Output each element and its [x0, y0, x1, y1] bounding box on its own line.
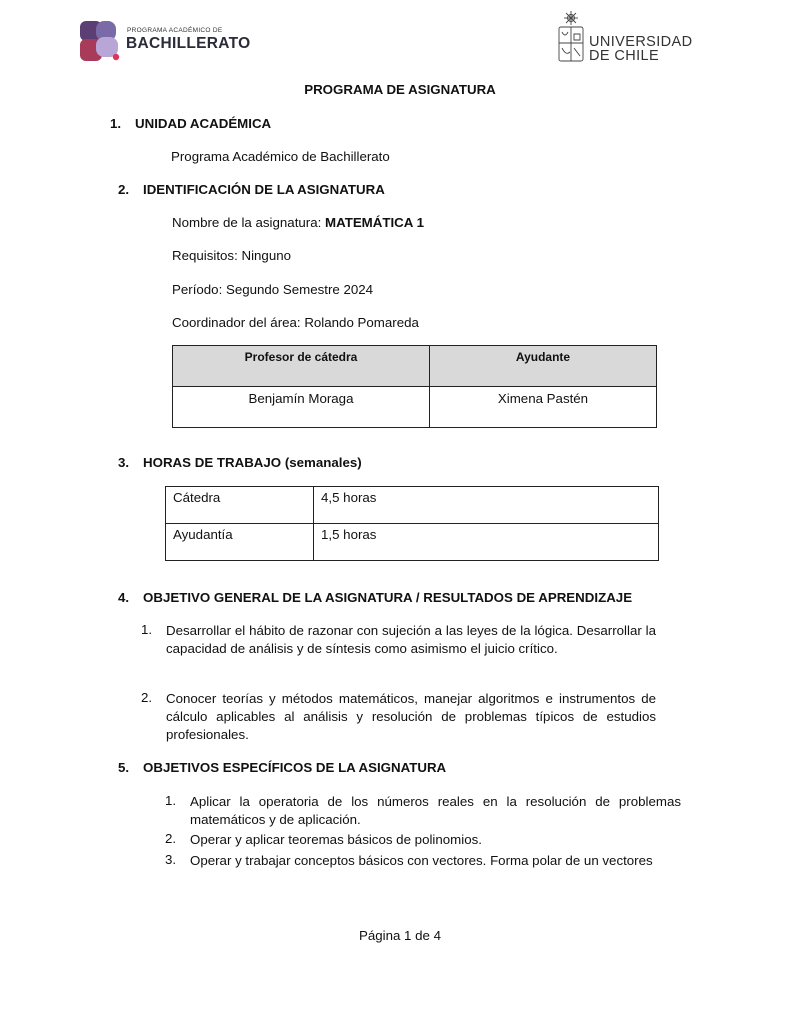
hours-value: 1,5 horas [314, 524, 659, 561]
list-item [165, 852, 681, 870]
logo-small-text: PROGRAMA ACADÉMICO DE [127, 27, 223, 34]
section-1-heading [110, 116, 271, 131]
table-row [166, 487, 659, 524]
section-4-title: OBJETIVO GENERAL DE LA ASIGNATURA / RESULTADOS DE APRENDIZAJE [143, 590, 633, 605]
staff-table-header-row [173, 346, 657, 387]
section-1-title: UNIDAD ACADÉMICA [135, 116, 272, 131]
period-line: Período: Segundo Semestre 2024 [172, 282, 374, 297]
list-item-text: Desarrollar el hábito de razonar con sujeción a las leyes de la lógica. Desarrollar la capacidad de análisis y de síntesis como asimismo el juicio crítico. [166, 623, 656, 656]
university-crest-icon [556, 10, 586, 64]
hours-table [165, 486, 659, 561]
list-item-number: 2. [165, 831, 177, 846]
logo-big-text: BACHILLERATO [126, 35, 251, 52]
hours-activity: Cátedra [166, 487, 314, 524]
table-row [173, 387, 657, 428]
universidad-de-chile-logo [556, 10, 696, 66]
section-3-title: HORAS DE TRABAJO (semanales) [143, 455, 362, 470]
academic-unit-text: Programa Académico de Bachillerato [171, 149, 390, 164]
section-5-heading [118, 760, 446, 775]
list-item-number: 1. [141, 622, 153, 637]
section-5-title: OBJETIVOS ESPECÍFICOS DE LA ASIGNATURA [143, 760, 447, 775]
section-5-number: 5. [118, 760, 130, 775]
assistant-header: Ayudante [430, 346, 657, 387]
professor-name: Benjamín Moraga [173, 387, 430, 428]
list-item-text: Operar y aplicar teoremas básicos de polinomios. [190, 832, 482, 847]
course-name-line [172, 215, 424, 230]
section-3-number: 3. [118, 455, 130, 470]
coordinator-line: Coordinador del área: Rolando Pomareda [172, 315, 419, 330]
section-3-heading [118, 455, 362, 470]
list-item-number: 1. [165, 793, 177, 808]
list-item [141, 690, 656, 744]
page-number: Página 1 de 4 [358, 928, 442, 943]
course-name-value: MATEMÁTICA 1 [325, 215, 424, 230]
hours-value: 4,5 horas [314, 487, 659, 524]
list-item-text: Aplicar la operatoria de los números reales en la resolución de problemas matemáticos y de aplicación. [190, 794, 681, 827]
table-row [166, 524, 659, 561]
university-name [589, 35, 693, 63]
university-name-line2: DE CHILE [589, 48, 660, 64]
list-item [165, 831, 681, 849]
section-4-number: 4. [118, 590, 130, 605]
professor-header: Profesor de cátedra [173, 346, 430, 387]
hours-activity: Ayudantía [166, 524, 314, 561]
list-item [141, 622, 656, 658]
course-name-label: Nombre de la asignatura: [172, 215, 325, 230]
list-item-text: Conocer teorías y métodos matemáticos, manejar algoritmos e instrumentos de cálculo aplicables al análisis y resolución de problemas típicos de estudios profesionales. [166, 691, 656, 742]
list-item-number: 2. [141, 690, 153, 705]
assistant-name: Ximena Pastén [430, 387, 657, 428]
list-item [165, 793, 681, 829]
section-2-number: 2. [118, 182, 130, 197]
requisites-line: Requisitos: Ninguno [172, 248, 292, 263]
list-item-text: Operar y trabajar conceptos básicos con vectores. Forma polar de un vectores [190, 853, 653, 868]
section-2-title: IDENTIFICACIÓN DE LA ASIGNATURA [143, 182, 385, 197]
section-2-heading [118, 182, 385, 197]
staff-table [172, 345, 657, 428]
university-name-line1: UNIVERSIDAD [589, 34, 693, 50]
section-4-heading [118, 590, 632, 605]
section-1-number: 1. [110, 116, 122, 131]
bachillerato-logo-mark-icon [80, 21, 120, 61]
list-item-number: 3. [165, 852, 177, 867]
document-title: PROGRAMA DE ASIGNATURA [304, 82, 496, 97]
bachillerato-logo [80, 21, 250, 61]
